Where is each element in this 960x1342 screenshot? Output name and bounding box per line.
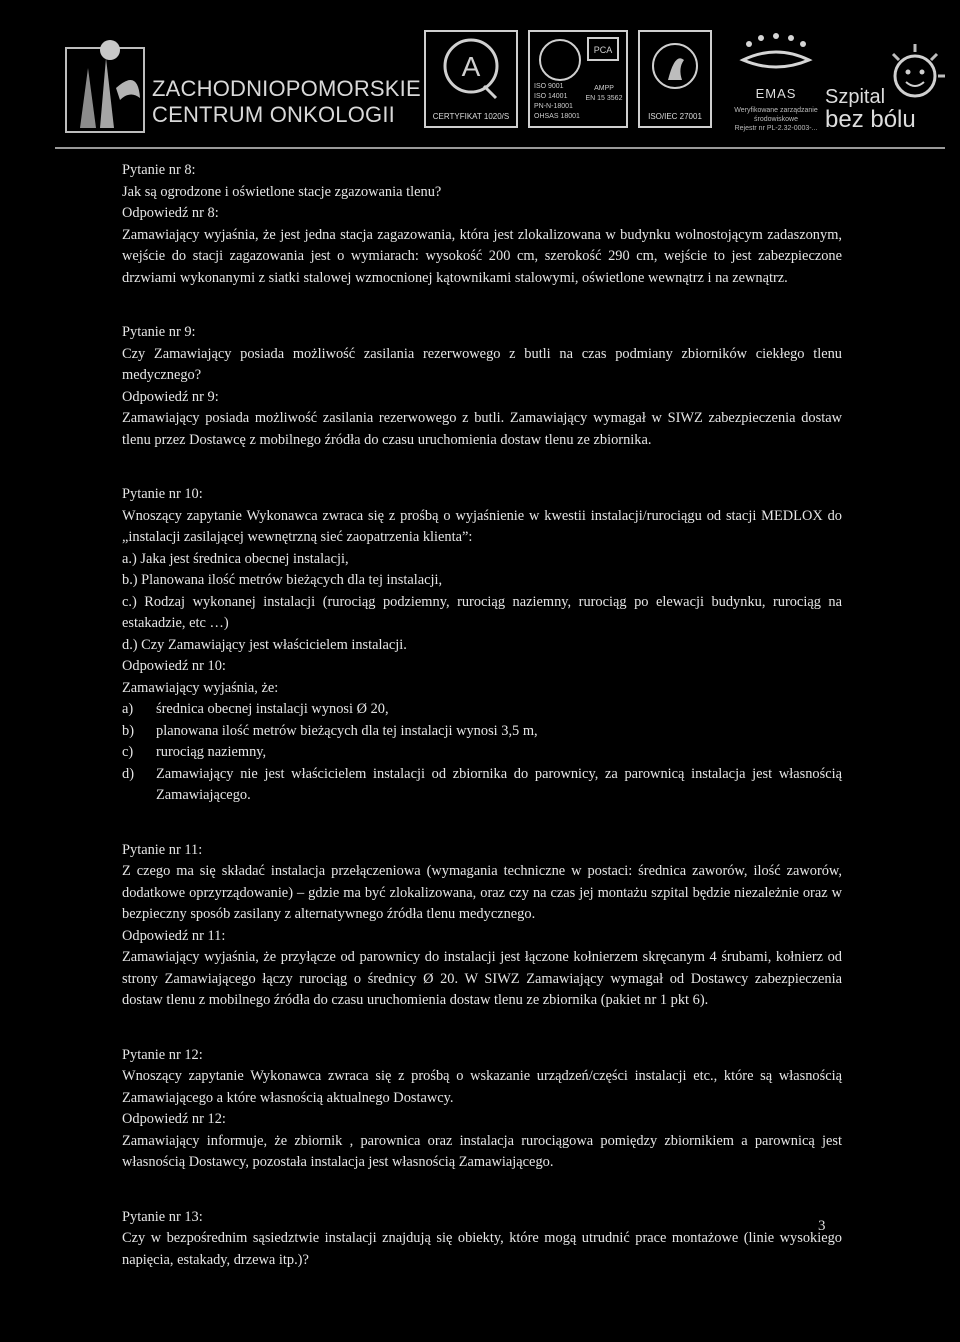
answer-list-item [122, 699, 842, 721]
certification-seal-icon [640, 32, 710, 98]
quality-q-icon [426, 32, 516, 102]
institution-logo [60, 28, 420, 138]
emas-title: EMAS [755, 86, 797, 101]
question-title: Pytanie nr 13: [122, 1208, 203, 1225]
cert1-label: CERTYFIKAT 1020/S [432, 112, 510, 121]
emas-subtitle [727, 106, 825, 133]
szpital-bez-bolu-logo [825, 40, 955, 135]
eu-stars-icon [727, 30, 825, 86]
answer-text: Zamawiający wyjaśnia, że jest jedna stacja zagazowania, która jest zlokalizowana w budynku wolnostojącym zadaszonym, wejście do stacji zagazowania jest o wymiarach: wysokość 200 cm, szerokość 290 cm, wejście to jest zabezpieczone drzwiami wykonanymi z siatki stalowej wzmocnionej kątownikami stalowymi, oświetlone wewnątrz i na zewnątrz. [122, 226, 842, 286]
answer-title: Odpowiedź nr 8: [122, 205, 219, 221]
answer-title: Odpowiedź nr 11: [122, 927, 226, 944]
answer-title: Odpowiedź nr 10: [122, 658, 226, 674]
question-title: Pytanie nr 11: [122, 841, 203, 858]
list-text: średnica obecnej instalacji wynosi Ø 20, [156, 701, 389, 717]
question-title: Pytanie nr 9: [122, 324, 196, 340]
question-subitem: d.) Czy Zamawiający jest właścicielem instalacji. [122, 636, 407, 653]
cert2-right-line: AMPP [594, 85, 614, 92]
cert2-line: ISO 14001 [534, 93, 568, 100]
institution-name-line1: ZACHODNIOPOMORSKIE [152, 76, 421, 101]
qa-item-13 [122, 1207, 842, 1272]
institution-name-line2: CENTRUM ONKOLOGII [152, 102, 395, 127]
question-text: Z czego ma się składać instalacja przełączeniowa (wymagania techniczne w postaci: średnica zaworów, ilość zaworów, dodatkowe oprzyrządowanie) – gdzie ma być zlokalizowana, oraz czy na czas jej montażu szpital będzie niezależnie oraz w bezpieczny sposób zasilany z alternatywnego źródła tlenu medycznego. [122, 863, 842, 922]
list-text: rurociąg naziemny, [156, 744, 267, 760]
question-text: Czy w bezpośrednim sąsiedztwie instalacji znajdują się obiekty, które mogą utrudnić prace montażowe (linie wysokiego napięcia, estakady, drzewa itp.)? [122, 1230, 842, 1268]
cert2-accreditation [584, 84, 624, 104]
list-label: d) [122, 765, 134, 782]
document-body [122, 160, 842, 1304]
quality-certificate-badge [424, 30, 518, 128]
answer-text: Zamawiający posiada możliwość zasilania rezerwowego z butli. Zamawiający wymagał w SIWZ zabezpieczenia dostaw tlenu przez Dostawcę z mobilnego źródła do czasu uruchomienia dostaw tlenu ze zbiornika. [122, 410, 842, 448]
answer-title: Odpowiedź nr 9: [122, 388, 219, 405]
svg-text:A: A [461, 51, 481, 82]
szpital-line1: Szpital [825, 86, 886, 108]
question-title: Pytanie nr 12: [122, 1046, 203, 1063]
svg-text:PCA: PCA [593, 45, 613, 55]
question-text: Wnoszący zapytanie Wykonawca zwraca się z prośbą o wskazanie urządzeń/części instalacji etc., które są własnością Zamawiającego a które własnością aktualnego Dostawcy. [122, 1068, 842, 1106]
answer-list-item [122, 742, 842, 764]
question-subitem: a.) Jaka jest średnica obecnej instalacji, [122, 550, 349, 567]
question-text: Wnoszący zapytanie Wykonawca zwraca się z prośbą o wyjaśnienie w kwestii instalacji/rurociągu od stacji MEDLOX do „instalacji zasilającej wewnętrzną sieć zaopatrzenia klienta”: [122, 507, 842, 545]
qa-item-12 [122, 1045, 842, 1174]
emas-sub-line: Weryfikowane zarządzanie [734, 107, 818, 114]
iso27001-certificate-badge [638, 30, 712, 128]
cert2-line: OHSAS 18001 [534, 113, 580, 120]
qa-item-11 [122, 840, 842, 1012]
answer-text: Zamawiający wyjaśnia, że: [122, 679, 279, 696]
list-label: a) [122, 701, 134, 717]
question-title: Pytanie nr 10: [122, 486, 203, 502]
cert2-line: ISO 9001 [534, 83, 564, 90]
question-title: Pytanie nr 8: [122, 162, 196, 178]
cert2-standards [534, 82, 584, 122]
question-text: Czy Zamawiający posiada możliwość zasilania rezerwowego z butli na czas podmiany zbiorników ciekłego tlenu medycznego? [122, 345, 842, 383]
szpital-line2: bez bólu [825, 106, 916, 133]
document-header [0, 0, 960, 150]
certification-seal-icon [530, 32, 626, 88]
cert2-line: PN-N-18001 [534, 103, 573, 110]
cert3-label: ISO/IEC 27001 [648, 112, 702, 121]
answer-text: Zamawiający wyjaśnia, że przyłącze od parownicy do instalacji jest łączone kołnierzem skręcanym 4 śrubami, kołnierz od strony Zamawiającego łączy rurociąg o średnicy Ø 20. W SIWZ Zamawiający wymagał od Dostawcy zabezpieczenia dostaw tlenu z mobilnego źródła do czasu uruchomienia dostaw tlenu ze zbiornika (pakiet nr 1 pkt 6). [122, 949, 842, 1008]
qa-item-10 [122, 484, 842, 807]
emas-sub-line: Rejestr nr PL-2.32-0003-... [734, 125, 818, 132]
answer-list-item [122, 764, 842, 807]
header-divider [55, 147, 945, 149]
answer-list-item [122, 721, 842, 743]
institution-name [152, 76, 421, 128]
emas-badge [727, 30, 825, 130]
list-text: Zamawiający nie jest właścicielem instalacji od zbiornika do parownicy, za parownicą instalacja jest własnością Zamawiającego. [156, 765, 842, 803]
list-label: c) [122, 744, 134, 760]
qa-item-8 [122, 160, 842, 289]
question-subitem: b.) Planowana ilość metrów bieżących dla tej instalacji, [122, 572, 443, 588]
list-label: b) [122, 722, 134, 739]
answer-title: Odpowiedź nr 12: [122, 1111, 226, 1127]
iso-certificate-badge [528, 30, 628, 128]
answer-text: Zamawiający informuje, że zbiornik , parownica oraz instalacja rurociągowa pomiędzy zbiornikiem a parownicą jest własnością Dostawcy, pozostała instalacja jest własnością Zamawiającego. [122, 1132, 842, 1170]
cert2-right-line: EN 15 3562 [585, 95, 623, 102]
question-text: Jak są ogrodzone i oświetlone stacje zgazowania tlenu? [122, 183, 442, 200]
question-subitem: c.) Rodzaj wykonanej instalacji (rurociąg podziemny, rurociąg naziemny, rurociąg po elewacji budynku, rurociąg na estakadzie, etc …) [122, 593, 842, 631]
emas-sub-line: środowiskowe [754, 116, 798, 123]
answer-list [122, 699, 842, 807]
oncology-center-emblem-icon [60, 28, 150, 138]
list-text: planowana ilość metrów bieżących dla tej instalacji wynosi 3,5 m, [156, 722, 538, 739]
qa-item-9 [122, 322, 842, 451]
page-number: 3 [818, 1218, 826, 1234]
